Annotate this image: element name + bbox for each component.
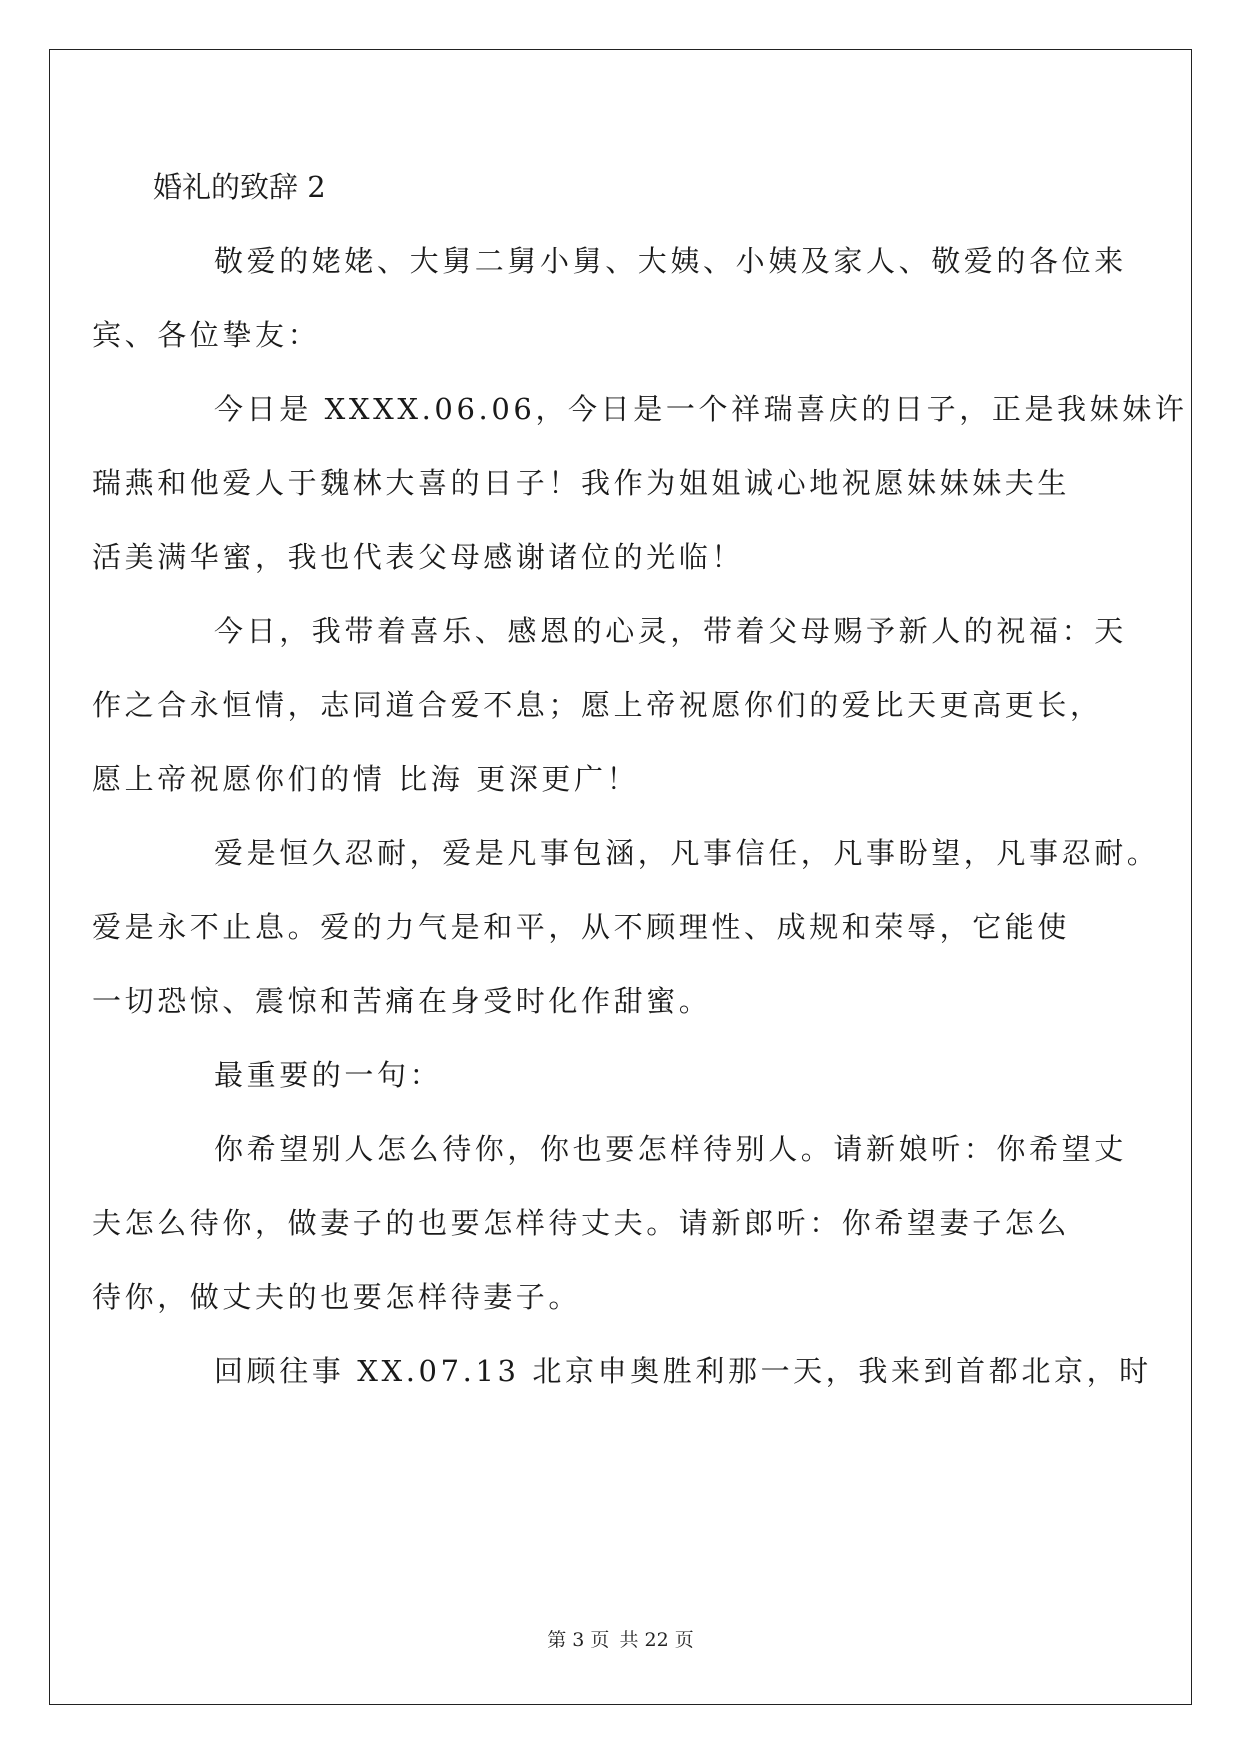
text-line: 你希望别人怎么待你，你也要怎样待别人。请新娘听：你希望丈 (214, 1132, 1127, 1166)
text-line: 一切恐惊、震惊和苦痛在身受时化作甜蜜。 (92, 984, 712, 1018)
text-line: 活美满华蜜，我也代表父母感谢诸位的光临！ (92, 540, 745, 574)
text-line: 夫怎么待你，做妻子的也要怎样待丈夫。请新郎听：你希望妻子怎么 (92, 1206, 1071, 1240)
paragraph (92, 372, 1188, 594)
paragraph (92, 224, 1127, 372)
paragraph (92, 594, 1127, 816)
page-number: 第 3 页 (547, 1629, 610, 1651)
paragraph (92, 816, 1160, 1038)
text-line: 待你，做丈夫的也要怎样待妻子。 (92, 1280, 582, 1314)
paragraph (153, 1038, 1093, 1112)
text-line: 最重要的一句： (214, 1058, 443, 1092)
page-footer (0, 1625, 1241, 1652)
page-total: 共 22 页 (619, 1629, 694, 1651)
text-line: 爱是永不止息。爱的力气是和平，从不顾理性、成规和荣辱，它能使 (92, 910, 1071, 944)
document-body (92, 150, 1188, 1408)
text-line: 瑞燕和他爱人于魏林大喜的日子！我作为姐姐诚心地祝愿妹妹妹夫生 (92, 466, 1071, 500)
document-title: 婚礼的致辞 2 (153, 170, 326, 204)
text-line: 今日，我带着喜乐、感恩的心灵，带着父母赐予新人的祝福：天 (214, 614, 1127, 648)
text-line: 宾、各位挚友： (92, 318, 321, 352)
text-line: 作之合永恒情，志同道合爱不息；愿上帝祝愿你们的爱比天更高更长， (92, 688, 1103, 722)
paragraph (153, 1334, 1152, 1408)
text-line: 今日是 XXXX.06.06，今日是一个祥瑞喜庆的日子，正是我妹妹许 (214, 392, 1188, 426)
text-line: 回顾往事 XX.07.13 北京申奥胜利那一天，我来到首都北京，时 (214, 1354, 1152, 1388)
paragraph (92, 1112, 1127, 1334)
text-line: 爱是恒久忍耐，爱是凡事包涵，凡事信任，凡事盼望，凡事忍耐。 (214, 836, 1160, 870)
text-line: 愿上帝祝愿你们的情 比海 更深更广！ (92, 762, 640, 796)
text-line: 敬爱的姥姥、大舅二舅小舅、大姨、小姨及家人、敬爱的各位来 (214, 244, 1127, 278)
